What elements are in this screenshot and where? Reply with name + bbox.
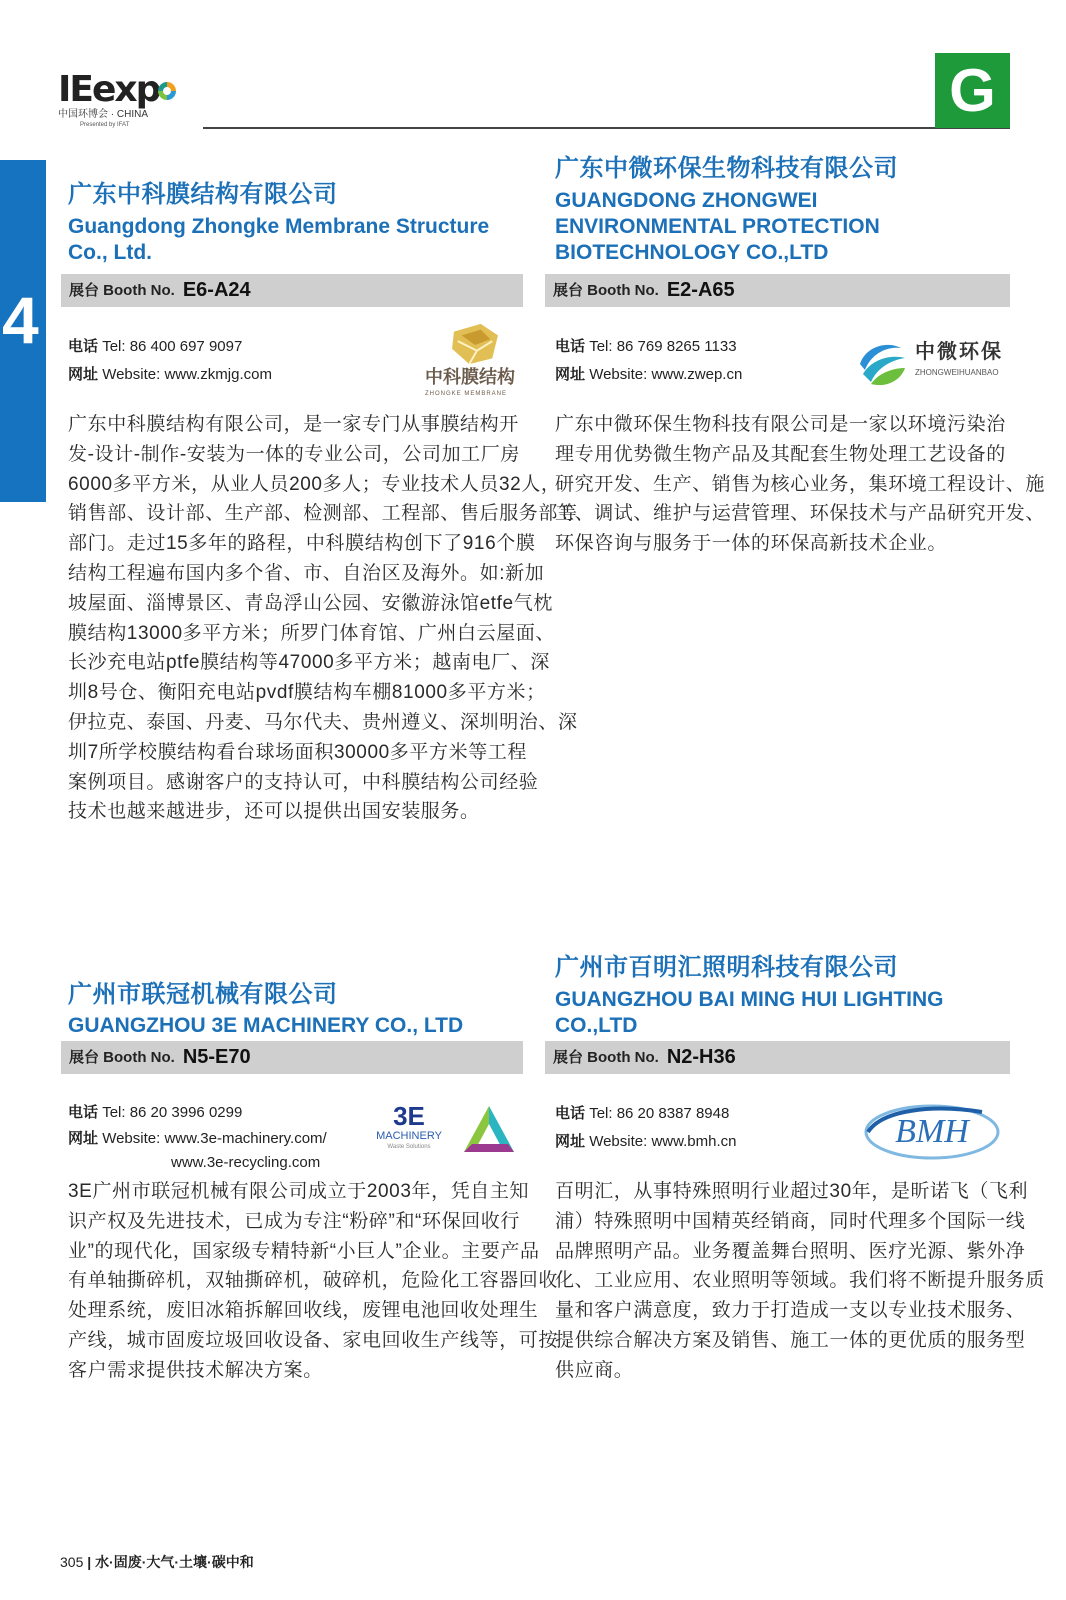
description-line: 3E广州市联冠机械有限公司成立于2003年，凭自主知: [68, 1181, 530, 1202]
section-letter-badge: G: [935, 53, 1010, 128]
company-name-en-line: Guangdong Zhongke Membrane Structure: [68, 215, 490, 238]
tel-label-cn: 电话: [555, 338, 586, 355]
description-line: 供应商。: [555, 1359, 634, 1381]
booth-label: 展台 Booth No.: [553, 282, 659, 299]
tel-label-cn: 电话: [68, 338, 99, 355]
company-name-en: [555, 987, 943, 1039]
tel-value: 86 20 8387 8948: [616, 1105, 730, 1122]
website-label-cn: 网址: [555, 366, 586, 383]
booth-label: 展台 Booth No.: [69, 1049, 175, 1066]
tel-value: 86 400 697 9097: [129, 338, 243, 355]
description-line: 技术也越来越进步，还可以提供出国安装服务。: [68, 801, 480, 823]
company-name-en: [555, 188, 880, 266]
logo-tag: Waste Solutions: [387, 1144, 431, 1150]
ieexpo-logo: [58, 69, 183, 129]
side-chapter-tab: [0, 160, 46, 502]
logo-presented-by: Presented by IFAT: [80, 122, 130, 128]
description-line: 圳7所学校膜结构看台球场面积30000多平方米等工程: [68, 741, 528, 763]
logo-wordmark: IEexp: [58, 69, 160, 110]
booth-number: E2-A65: [666, 279, 735, 301]
page-number: 305: [60, 1554, 84, 1570]
website-row: [555, 361, 742, 389]
footer-separator: |: [87, 1554, 92, 1570]
company-name-cn: 广州市联冠机械有限公司: [68, 981, 338, 1008]
contact-info: [555, 333, 742, 389]
company-name-en-line: Co., Ltd.: [68, 241, 152, 264]
description-line: 产线，城市固废垃圾回收设备、家电回收生产线等，可按: [68, 1329, 559, 1351]
description-line: 提供综合解决方案及销售、施工一体的更优质的服务型: [555, 1329, 1026, 1351]
website-label: Website:: [589, 366, 648, 383]
company-description: [68, 410, 578, 827]
tel-label-cn: 电话: [68, 1104, 99, 1121]
tel-label: Tel:: [589, 338, 613, 355]
tel-label: Tel:: [102, 338, 126, 355]
zhongwei-logo-icon: [857, 338, 907, 388]
tel-row: [68, 333, 272, 361]
description-line: 伊拉克、泰国、丹麦、马尔代夫、贵州遵义、深圳明治、深: [68, 711, 578, 733]
website-link[interactable]: www.zkmjg.com: [164, 366, 272, 383]
description-line: 品牌照明产品。业务覆盖舞台照明、医疗光源、紫外净: [555, 1240, 1026, 1262]
description-line: 广东中微环保生物科技有限公司是一家以环境污染治: [555, 414, 1006, 435]
tel-label-cn: 电话: [555, 1105, 586, 1122]
logo-mark: 3E: [393, 1101, 425, 1131]
company-description: [555, 410, 1046, 559]
description-line: 圳8号仓、衡阳充电站pvdf膜结构车棚81000多平方米；: [68, 682, 546, 704]
description-line: 部门。走过15多年的路程，中科膜结构创下了916个膜: [68, 533, 536, 555]
website-label: Website:: [102, 366, 161, 383]
logo-name: MACHINERY: [376, 1130, 442, 1142]
company-name-en: [68, 214, 489, 266]
booth-bar: [61, 274, 523, 307]
website-link[interactable]: www.3e-machinery.com/: [164, 1130, 327, 1147]
page-footer: [60, 1553, 254, 1571]
description-line: 环保咨询与服务于一体的环保高新技术企业。: [555, 533, 948, 555]
triangle-logo-icon: [460, 1104, 518, 1156]
booth-bar: [545, 274, 1010, 307]
booth-bar: [61, 1041, 523, 1074]
description-line: 浦）特殊照明中国精英经销商，同时代理多个国际一线: [555, 1210, 1026, 1232]
description-line: 业”的现代化，国家级专精特新“小巨人”企业。主要产品: [68, 1240, 540, 1262]
company-name-en-line: CO.,LTD: [555, 1014, 638, 1037]
logo-ring-icon: [156, 80, 178, 102]
description-line: 百明汇，从事特殊照明行业超过30年，是昕诺飞（飞利: [555, 1181, 1029, 1202]
company-name-en-line: GUANGZHOU 3E MACHINERY CO., LTD: [68, 1014, 464, 1037]
company-name-en: [68, 1013, 463, 1039]
tel-value: 86 769 8265 1133: [616, 338, 737, 355]
booth-number: N2-H36: [666, 1046, 736, 1068]
description-line: 结构工程遍布国内多个省、市、自治区及海外。如:新加: [68, 562, 545, 584]
description-line: 广东中科膜结构有限公司，是一家专门从事膜结构开: [68, 414, 519, 435]
website-row: [68, 1126, 327, 1152]
description-line: 发-设计-制作-安装为一体的专业公司，公司加工厂房: [68, 443, 520, 465]
company-logo-bmh: [862, 1102, 1002, 1162]
website-row-2: [68, 1152, 327, 1174]
contact-info: [68, 333, 272, 389]
logo-text-cn: 中科膜结构: [425, 367, 515, 387]
footer-section: 水·固废·大气·土壤·碳中和: [95, 1554, 254, 1570]
website-label: Website:: [102, 1130, 161, 1147]
company-name-cn: 广州市百明汇照明科技有限公司: [555, 954, 898, 981]
logo-text-en: ZHONGWEIHUANBAO: [915, 368, 999, 377]
contact-info: [68, 1100, 327, 1174]
tel-value: 86 20 3996 0299: [129, 1104, 243, 1121]
website-link[interactable]: www.zwep.cn: [651, 366, 743, 383]
booth-number: N5-E70: [182, 1046, 251, 1068]
company-name-en-line: ENVIRONMENTAL PROTECTION: [555, 215, 880, 238]
company-name-en-line: BIOTECHNOLOGY CO.,LTD: [555, 241, 829, 264]
booth-label: 展台 Booth No.: [69, 282, 175, 299]
logo-text-en: ZHONGKE MEMBRANE: [425, 391, 508, 397]
tel-row: [555, 333, 742, 361]
company-logo-zhongwei: [857, 338, 1007, 390]
booth-bar: [545, 1041, 1010, 1074]
booth-label: 展台 Booth No.: [553, 1049, 659, 1066]
description-line: 坡屋面、淄博景区、青岛浮山公园、安徽游泳馆etfe气枕: [68, 592, 553, 614]
website-label: Website:: [589, 1133, 648, 1150]
company-logo-zhongke: [425, 322, 520, 406]
tel-label: Tel:: [589, 1105, 613, 1122]
description-line: 化、工业应用、农业照明等领域。我们将不断提升服务质: [555, 1270, 1046, 1292]
tel-label: Tel:: [102, 1104, 126, 1121]
header-divider: [203, 127, 1010, 129]
company-name-en-line: GUANGZHOU BAI MING HUI LIGHTING: [555, 988, 944, 1011]
contact-info: [555, 1100, 736, 1156]
company-logo-3e: [372, 1102, 446, 1151]
website-row: [68, 361, 272, 389]
website-row: [555, 1128, 736, 1156]
description-line: 有单轴撕碎机，双轴撕碎机，破碎机，危险化工容器回收: [68, 1270, 559, 1292]
company-description: [555, 1177, 1046, 1386]
description-line: 销售部、设计部、生产部、检测部、工程部、售后服务部等: [68, 503, 578, 525]
logo-text-cn: 中微环保: [915, 341, 1003, 363]
website-link-2[interactable]: www.3e-recycling.com: [171, 1154, 321, 1171]
membrane-logo-icon: [447, 322, 503, 366]
description-line: 理专用优势微生物产品及其配套生物处理工艺设备的: [555, 443, 1006, 465]
logo-mark: BMH: [895, 1113, 969, 1150]
booth-number: E6-A24: [182, 279, 251, 301]
tel-row: [555, 1100, 736, 1128]
website-label-cn: 网址: [68, 366, 99, 383]
chapter-number: 4: [2, 283, 39, 357]
website-label-cn: 网址: [555, 1133, 586, 1150]
description-line: 工、调试、维护与运营管理、环保技术与产品研究开发、: [555, 503, 1046, 525]
logo-top-row: [58, 69, 183, 110]
description-line: 案例项目。感谢客户的支持认可，中科膜结构公司经验: [68, 771, 539, 793]
description-line: 膜结构13000多平方米；所罗门体育馆、广州白云屋面、: [68, 622, 556, 644]
company-name-cn: 广东中微环保生物科技有限公司: [555, 155, 898, 182]
company-description: [68, 1177, 559, 1386]
website-label-cn: 网址: [68, 1130, 99, 1147]
tel-row: [68, 1100, 327, 1126]
company-name-en-line: GUANGDONG ZHONGWEI: [555, 189, 818, 212]
description-line: 长沙充电站ptfe膜结构等47000多平方米；越南电厂、深: [68, 652, 550, 674]
company-name-cn: 广东中科膜结构有限公司: [68, 181, 338, 208]
description-line: 6000多平方米，从业人员200多人；专业技术人员32人，: [68, 473, 561, 495]
description-line: 处理系统，废旧冰箱拆解回收线，废锂电池回收处理生: [68, 1300, 539, 1322]
description-line: 客户需求提供技术解决方案。: [68, 1359, 323, 1381]
description-line: 量和客户满意度，致力于打造成一支以专业技术服务、: [555, 1300, 1026, 1322]
website-link[interactable]: www.bmh.cn: [651, 1133, 737, 1150]
description-line: 识产权及先进技术，已成为专注“粉碎”和“环保回收行: [68, 1210, 520, 1232]
logo-subtitle: 中国环博会 · CHINA: [58, 109, 148, 120]
description-line: 研究开发、生产、销售为核心业务，集环境工程设计、施: [555, 473, 1046, 495]
